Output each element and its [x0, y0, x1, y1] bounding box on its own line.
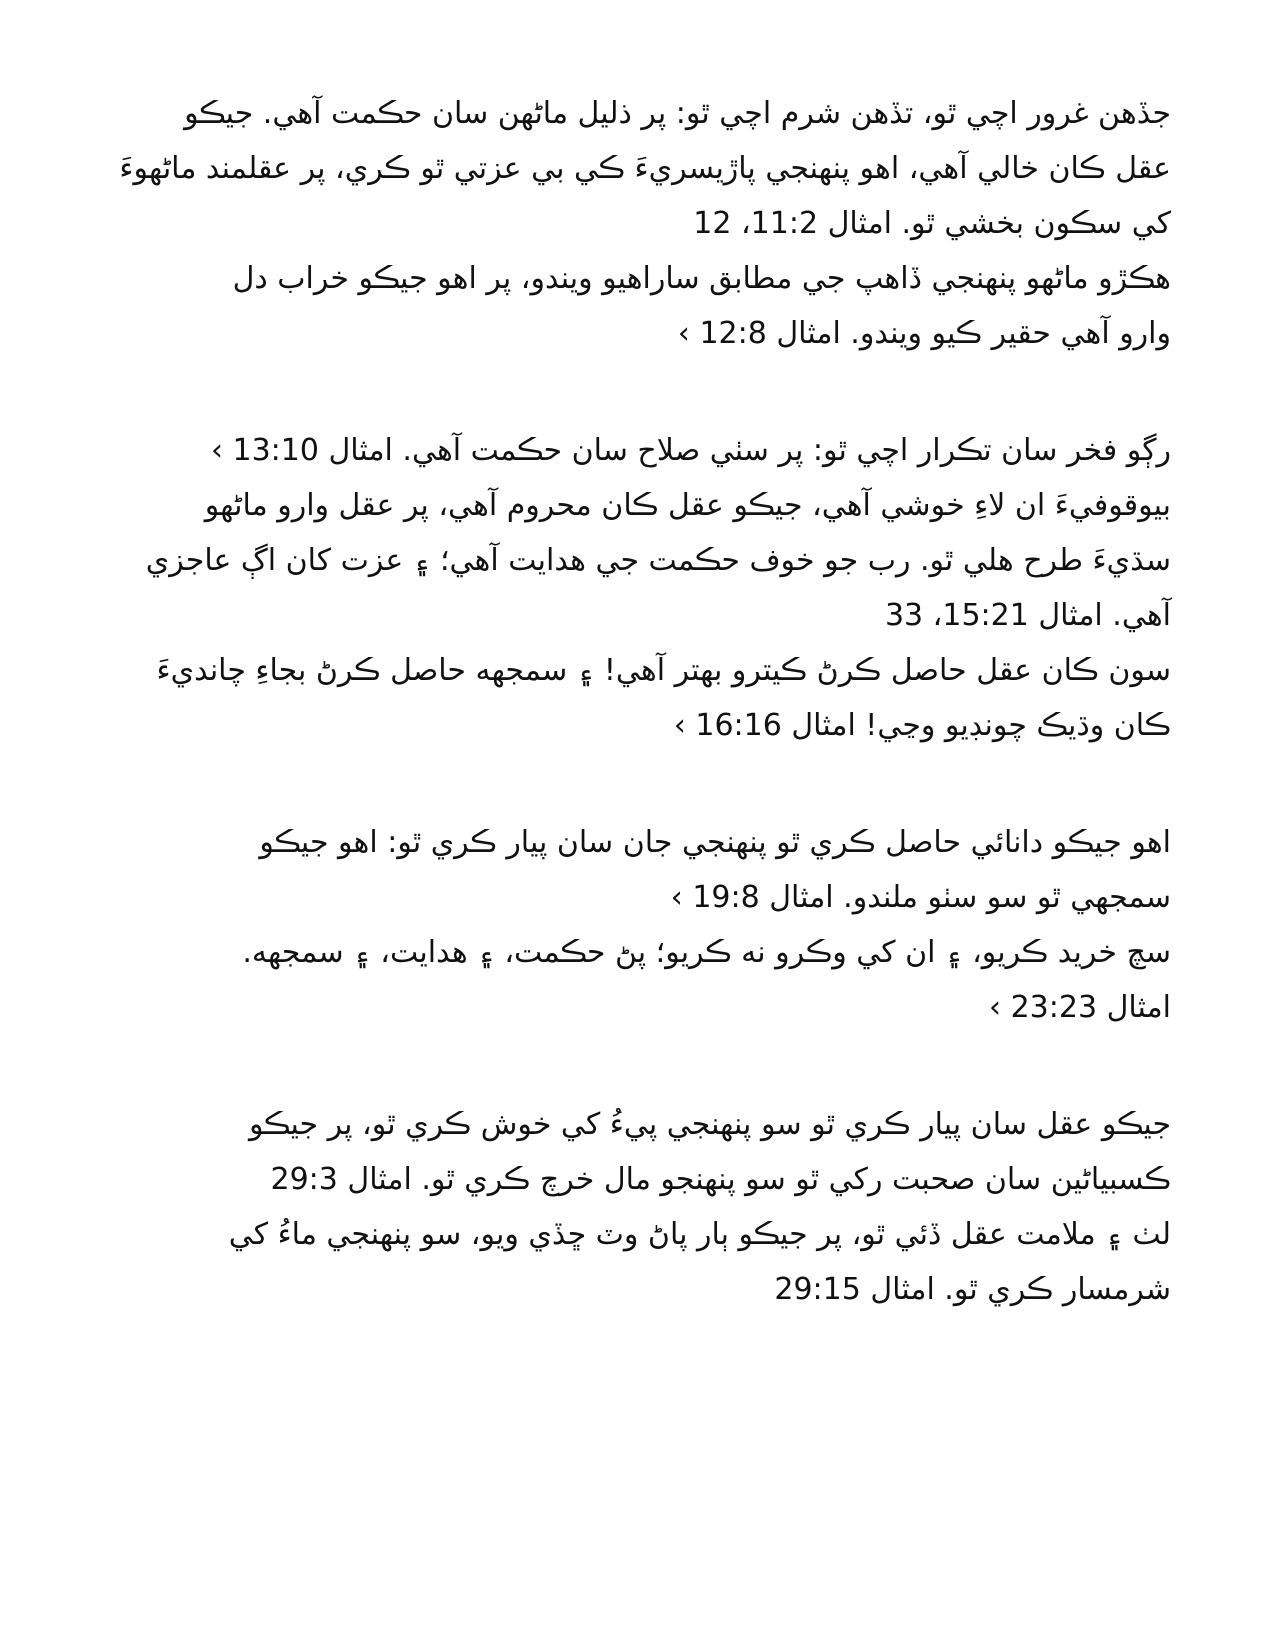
- verse-reference-line: امثال 23:23 ›: [989, 990, 1171, 1025]
- verse-reference-line: وارو آهي حقير ڪيو ويندو. امثال 12:8 ›: [677, 316, 1171, 351]
- text-line: سون ڪان عقل حاصل ڪرڻ ڪيترو بهتر آهي! ۽ سمجهه حاصل ڪرڻ بجاءِ چانديءَ: [156, 653, 1171, 688]
- text-line: سچ خريد ڪريو، ۽ ان کي وڪرو نه ڪريو؛ پڻ حڪمت، ۽ هدايت، ۽ سمجهه.: [242, 935, 1171, 970]
- paragraph-group-4: [101, 1097, 1171, 1317]
- paragraph-spacer: [0, 753, 1279, 815]
- paragraph-spacer: [0, 1035, 1279, 1097]
- verse-reference-line: ڪسبياڻين سان صحبت رکي ٿو سو پنهنجو مال خرچ ڪري ٿو. امثال 29:3: [270, 1162, 1171, 1197]
- paragraph-group-3: [101, 815, 1171, 1035]
- text-line: لٺ ۽ ملامت عقل ڏئي ٿو، پر جيڪو ٻار پاڻ وٽ ڇڏي ويو، سو پنهنجي ماءُ کي: [228, 1217, 1171, 1252]
- text-line: عقل ڪان خالي آهي، اهو پنهنجي پاڙيسريءَ ڪي بي عزتي ٿو ڪري، پر عقلمند ماڻهوءَ: [119, 151, 1171, 186]
- text-line: هڪڙو ماڻهو پنهنجي ڏاهپ جي مطابق ساراهيو ويندو، پر اهو جيڪو خراب دل: [232, 261, 1171, 296]
- text-line: جيڪو عقل سان پيار ڪري ٿو سو پنهنجي پيءُ کي خوش ڪري ٿو، پر جيڪو: [248, 1107, 1171, 1142]
- paragraph-group-1: [101, 86, 1171, 361]
- paragraph-group-2: [101, 423, 1171, 753]
- verse-reference-line: کي سڪون بخشي ٿو. امثال 11:2، 12: [693, 206, 1171, 241]
- paragraph-spacer: [0, 361, 1279, 423]
- verse-reference-line: سمجهي ٿو سو سٺو ملندو. امثال 19:8 ›: [670, 880, 1171, 915]
- text-line: جڏهن غرور اچي ٿو، تڏهن شرم اچي ٿو: پر ذليل ماڻهن سان حڪمت آهي. جيڪو: [184, 96, 1171, 131]
- verse-reference-line: آهي. امثال 15:21، 33: [884, 598, 1171, 633]
- text-line: بيوقوفيءَ ان لاءِ خوشي آهي، جيڪو عقل ڪان محروم آهي، پر عقل وارو ماڻهو: [204, 488, 1171, 523]
- verse-reference-line: ڪان وڌيڪ چونڊيو وڃي! امثال 16:16 ›: [673, 708, 1171, 743]
- text-line: اهو جيڪو دانائي حاصل ڪري ٿو پنهنجي جان سان پيار ڪري ٿو: اهو جيڪو: [259, 825, 1171, 860]
- document-page: [0, 86, 1279, 1317]
- text-line: سڌيءَ طرح هلي ٿو. رب جو خوف حڪمت جي هدايت آهي؛ ۽ عزت کان اڳ عاجزي: [145, 543, 1171, 578]
- verse-reference-line: رڳو فخر سان تڪرار اچي ٿو: پر سٺي صلاح سان حڪمت آهي. امثال 13:10 ›: [210, 433, 1171, 468]
- verse-reference-line: شرمسار ڪري ٿو. امثال 29:15: [774, 1272, 1171, 1307]
